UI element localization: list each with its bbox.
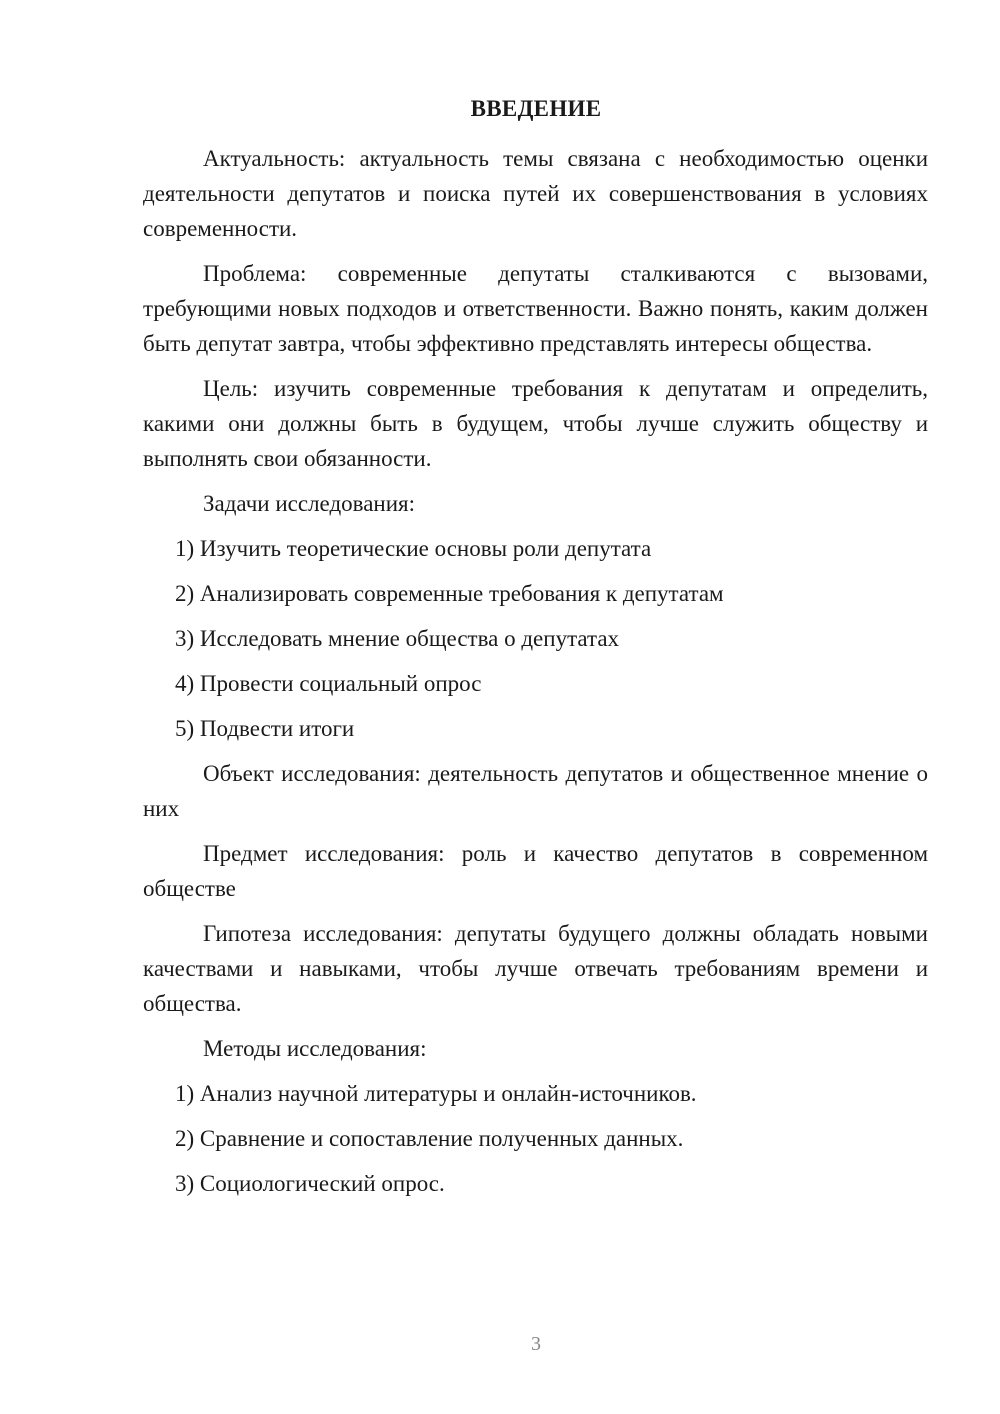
page-title: ВВЕДЕНИЕ (470, 96, 602, 121)
hypothesis-paragraph: Гипотеза исследования: депутаты будущего должны обладать новыми качествами и навыками, чтобы лучше отвечать требованиям времени и общества. (143, 921, 928, 1016)
problem-paragraph: Проблема: современные депутаты сталкиваются с вызовами, требующими новых подходов и ответственности. Важно понять, каким должен быть депутат завтра, чтобы эффективно представлять интересы общества. (143, 261, 928, 356)
task-item: 3) Исследовать мнение общества о депутатах (175, 626, 620, 651)
page-content (143, 141, 928, 1211)
method-item: 3) Социологический опрос. (175, 1171, 445, 1196)
page-number: 3 (531, 1333, 541, 1355)
task-item: 1) Изучить теоретические основы роли депутата (175, 536, 652, 561)
method-item: 2) Сравнение и сопоставление полученных данных. (175, 1126, 684, 1151)
relevance-paragraph: Актуальность: актуальность темы связана с необходимостью оценки деятельности депутатов и поиска путей их совершенствования в условиях современности. (143, 146, 928, 241)
goal-paragraph: Цель: изучить современные требования к депутатам и определить, какими они должны быть в будущем, чтобы лучше служить обществу и выполнять свои обязанности. (143, 376, 928, 471)
task-item: 5) Подвести итоги (175, 716, 355, 741)
method-item: 1) Анализ научной литературы и онлайн-источников. (175, 1081, 697, 1106)
task-item: 2) Анализировать современные требования к депутатам (175, 581, 724, 606)
subject-paragraph: Предмет исследования: роль и качество депутатов в современном обществе (143, 841, 928, 901)
methods-heading: Методы исследования: (203, 1036, 427, 1061)
object-paragraph: Объект исследования: деятельность депутатов и общественное мнение о них (143, 761, 928, 821)
tasks-heading: Задачи исследования: (203, 491, 416, 516)
task-item: 4) Провести социальный опрос (175, 671, 482, 696)
